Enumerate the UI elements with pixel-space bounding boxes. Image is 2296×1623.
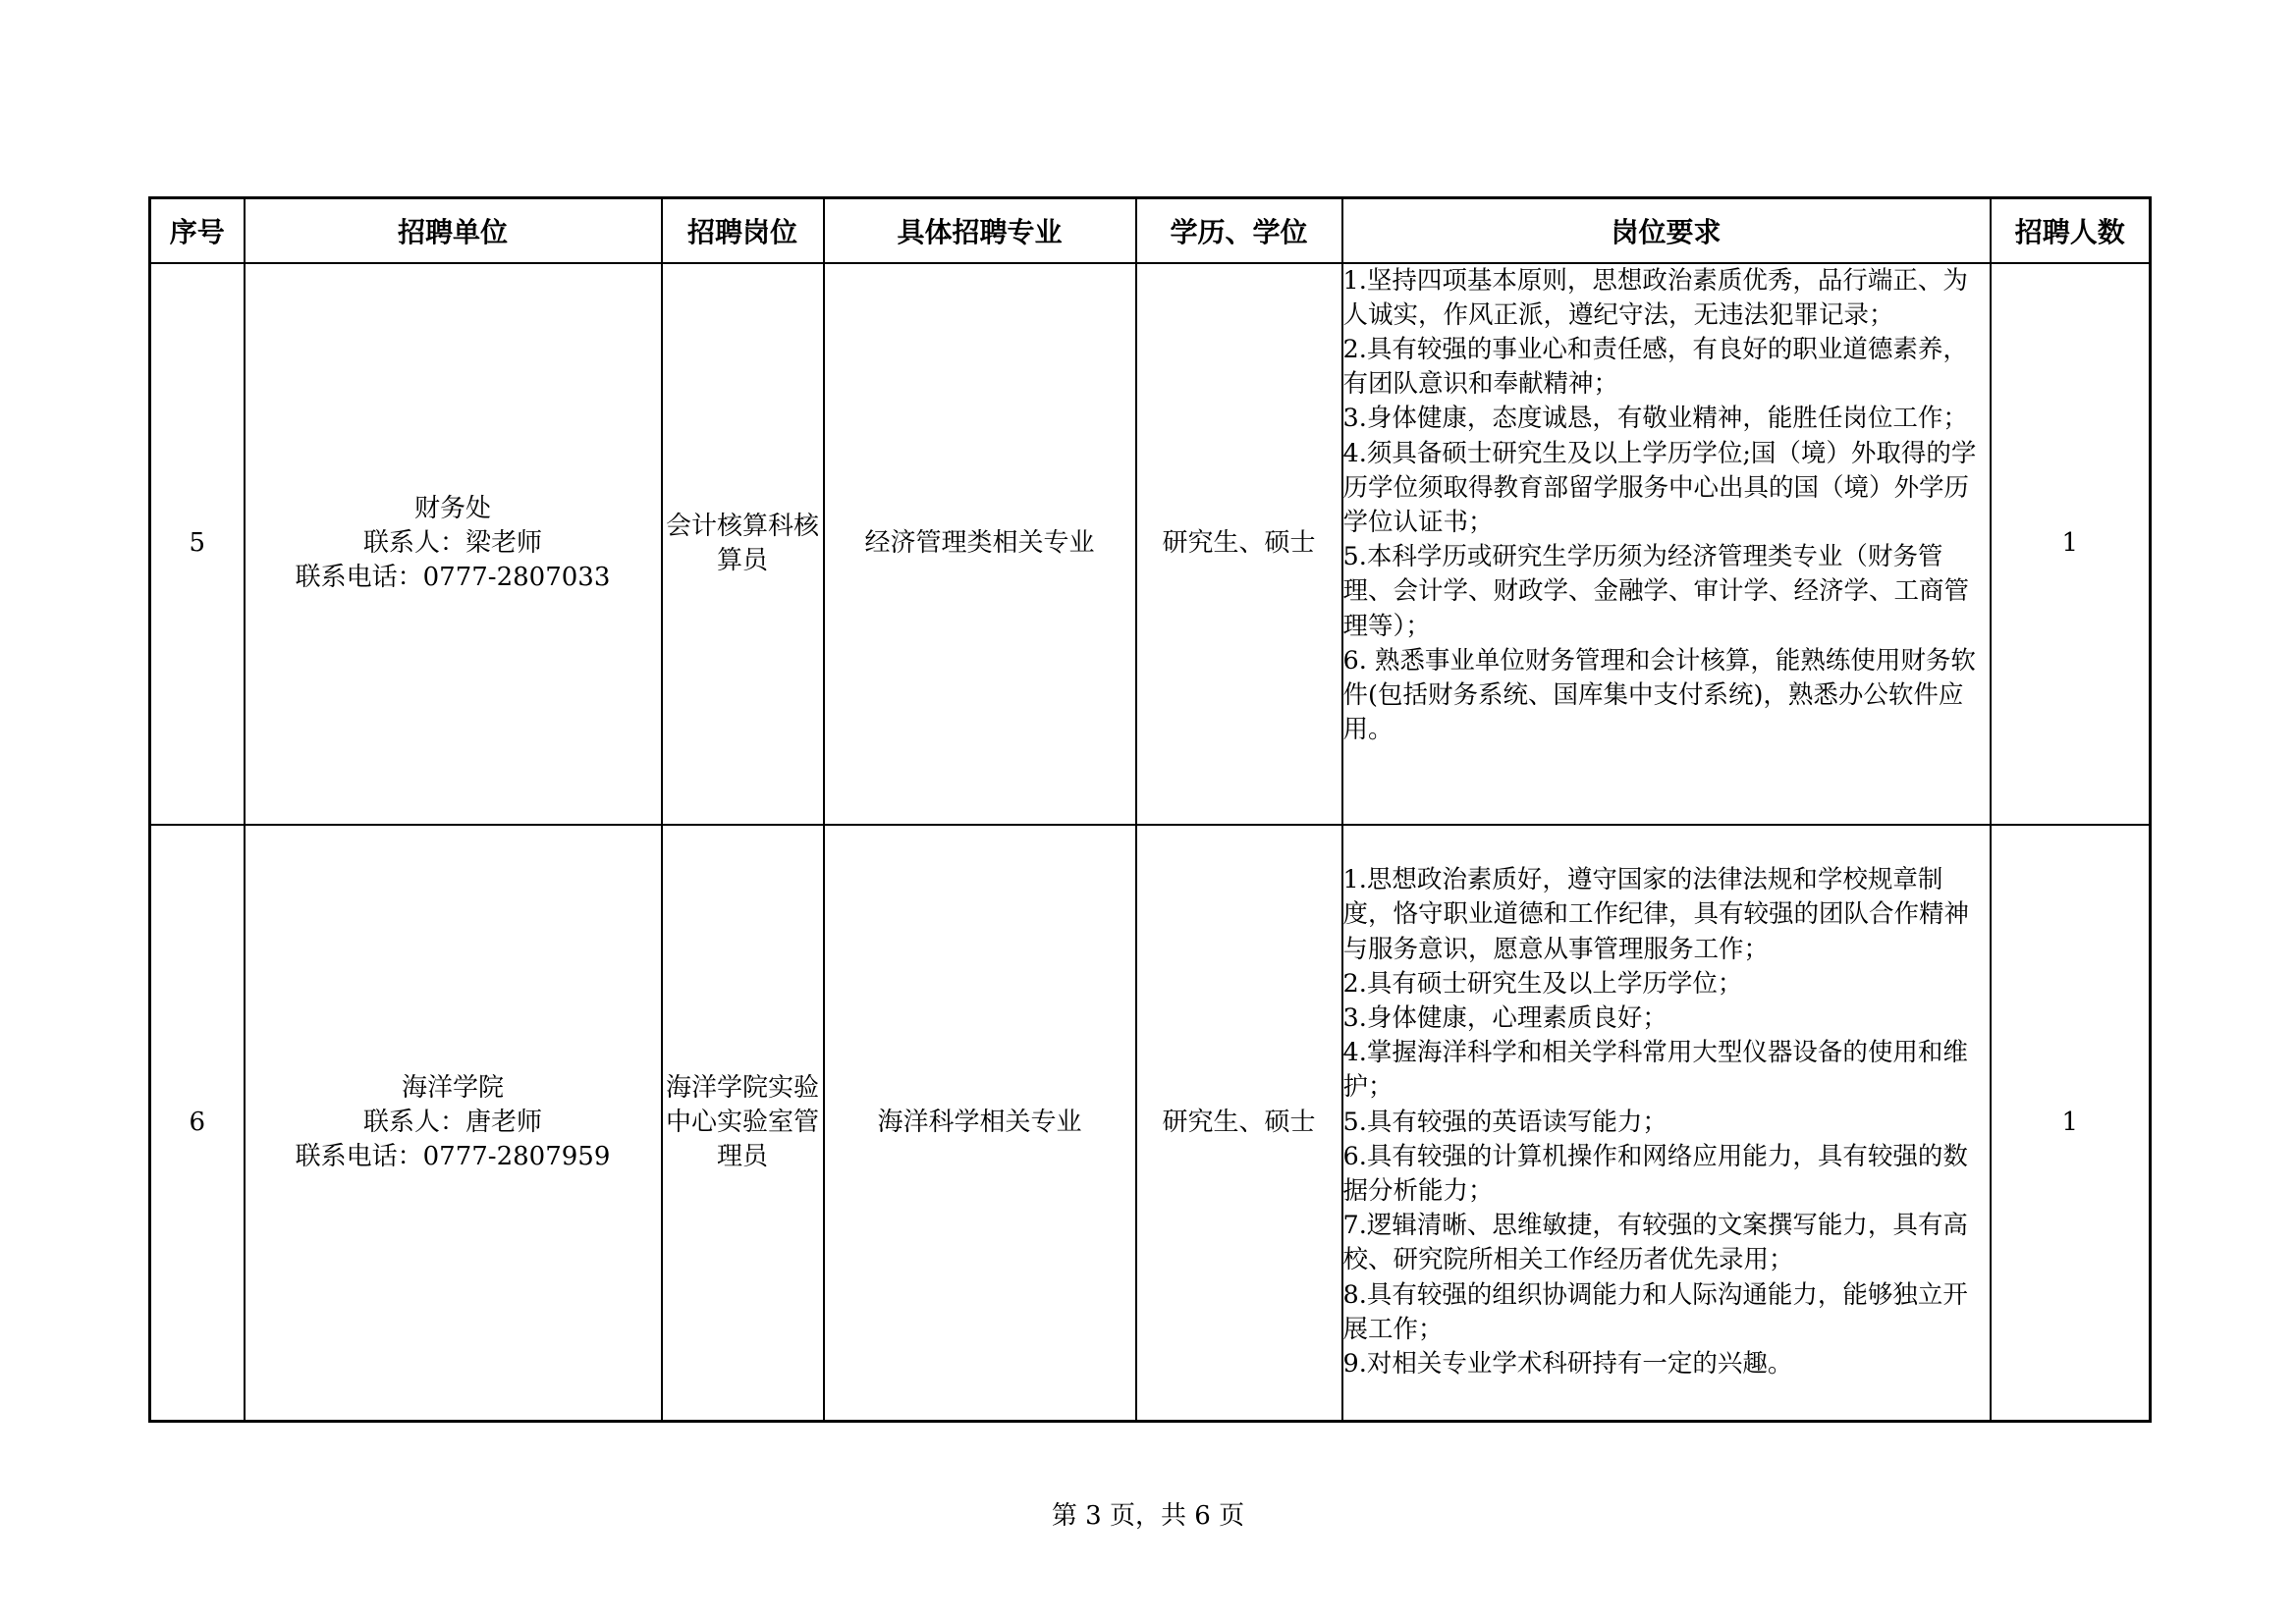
cell-count: 1 [1991, 825, 2151, 1422]
unit-contact: 联系人：梁老师 [362, 528, 542, 558]
table-row [150, 825, 2151, 1422]
cell-requirements [1342, 263, 1991, 825]
cell-unit [245, 263, 662, 825]
table-row [150, 263, 2151, 825]
cell-requirements [1342, 825, 1991, 1422]
table-header-row [150, 198, 2151, 263]
requirement-item: 6. 熟悉事业单位财务管理和会计核算，能熟练使用财务软件(包括财务系统、国库集中支付系统)，熟悉办公软件应用。 [1342, 645, 1976, 745]
header-count: 招聘人数 [1991, 198, 2151, 263]
cell-unit [245, 825, 662, 1422]
header-position: 招聘岗位 [662, 198, 824, 263]
cell-major: 海洋科学相关专业 [824, 825, 1136, 1422]
requirement-item: 4.掌握海洋科学和相关学科常用大型仪器设备的使用和维护； [1342, 1038, 1968, 1103]
cell-count: 1 [1991, 263, 2151, 825]
header-degree: 学历、学位 [1136, 198, 1342, 263]
unit-phone: 联系电话：0777-2807033 [295, 563, 611, 592]
requirement-item: 3.身体健康，态度诚恳，有敬业精神，能胜任岗位工作； [1342, 404, 1968, 434]
unit-name: 海洋学院 [401, 1072, 504, 1103]
requirement-item: 1.思想政治素质好，遵守国家的法律法规和学校规章制度，恪守职业道德和工作纪律，具有较强的团队合作精神与服务意识，愿意从事管理服务工作； [1342, 865, 1970, 964]
requirement-item: 2.具有较强的事业心和责任感，有良好的职业道德素养，有团队意识和奉献精神； [1342, 334, 1968, 400]
requirement-item: 2.具有硕士研究生及以上学历学位； [1342, 968, 1743, 999]
requirement-item: 8.具有较强的组织协调能力和人际沟通能力，能够独立开展工作； [1342, 1279, 1968, 1344]
requirement-item: 3.身体健康，心理素质良好； [1342, 1003, 1667, 1034]
requirement-item: 1.坚持四项基本原则，思想政治素质优秀，品行端正、为人诚实，作风正派，遵纪守法，无违法犯罪记录； [1342, 265, 1968, 330]
header-seq: 序号 [150, 198, 245, 263]
requirement-item: 5.具有较强的英语读写能力； [1342, 1107, 1667, 1137]
header-unit: 招聘单位 [245, 198, 662, 263]
unit-name: 财务处 [413, 494, 491, 523]
recruitment-table [148, 196, 2152, 1423]
unit-phone: 联系电话：0777-2807959 [295, 1141, 611, 1171]
requirement-item: 5.本科学历或研究生学历须为经济管理类专业（财务管理、会计学、财政学、金融学、审计学、经济学、工商管理等）； [1342, 542, 1970, 641]
cell-seq: 6 [150, 825, 245, 1422]
requirement-item: 4.须具备硕士研究生及以上学历学位;国（境）外取得的学历学位须取得教育部留学服务中心出具的国（境）外学历学位认证书； [1342, 438, 1977, 537]
header-requirements: 岗位要求 [1342, 198, 1991, 263]
cell-major: 经济管理类相关专业 [824, 263, 1136, 825]
unit-contact: 联系人：唐老师 [362, 1107, 542, 1137]
requirement-item: 9.对相关专业学术科研持有一定的兴趣。 [1342, 1349, 1793, 1380]
cell-degree: 研究生、硕士 [1136, 825, 1342, 1422]
requirement-item: 7.逻辑清晰、思维敏捷，有较强的文案撰写能力，具有高校、研究院所相关工作经历者优先录用； [1342, 1211, 1968, 1275]
cell-seq: 5 [150, 263, 245, 825]
cell-position: 会计核算科核算员 [662, 263, 824, 825]
cell-degree: 研究生、硕士 [1136, 263, 1342, 825]
cell-position: 海洋学院实验中心实验室管理员 [662, 825, 824, 1422]
header-major: 具体招聘专业 [824, 198, 1136, 263]
page-footer: 第 3 页，共 6 页 [1051, 1501, 1245, 1531]
requirement-item: 6.具有较强的计算机操作和网络应用能力，具有较强的数据分析能力； [1342, 1141, 1968, 1207]
